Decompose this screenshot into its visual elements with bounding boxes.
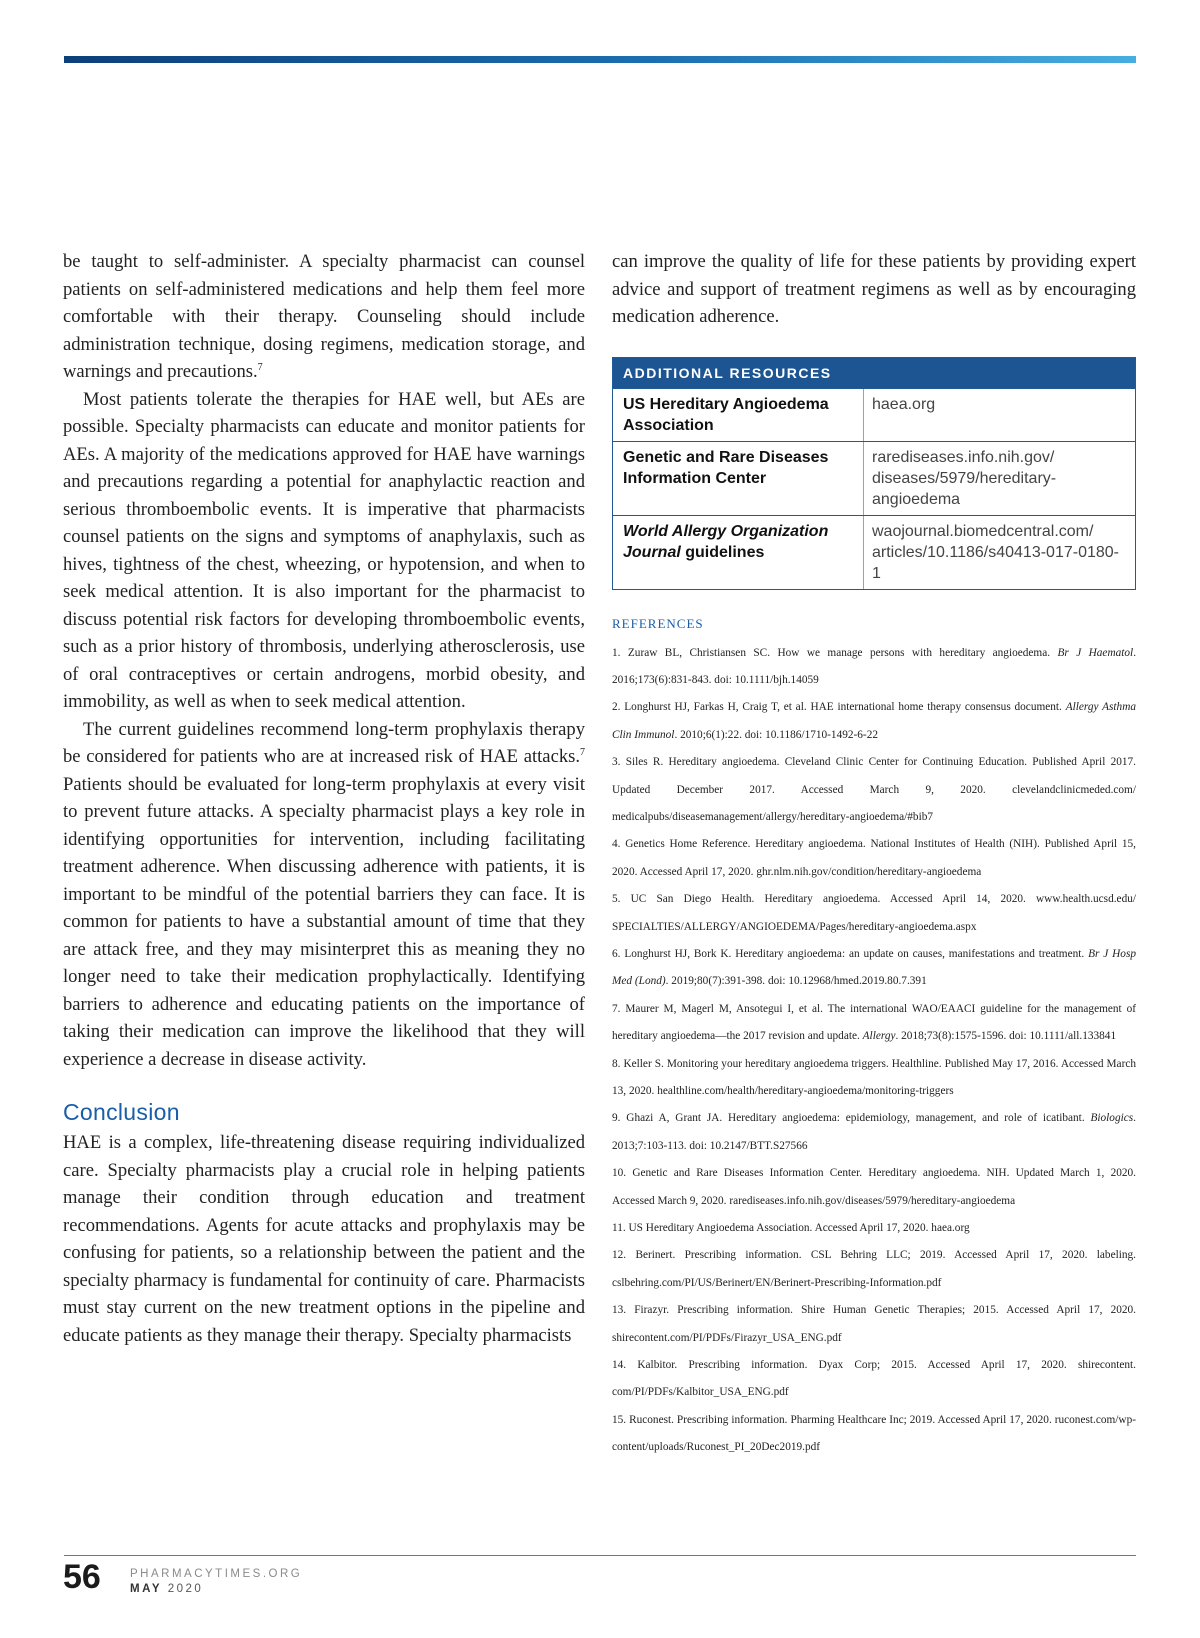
resource-link[interactable]: waojournal.biomedcentral.com/ articles/10.1186/s40413-017-0180-1 xyxy=(872,522,1119,582)
reference-item xyxy=(612,1215,1136,1242)
citation-superscript: 7 xyxy=(580,746,585,758)
reference-item xyxy=(612,1160,1136,1215)
reference-item xyxy=(612,1297,1136,1352)
reference-text: 13. Firazyr. Prescribing information. Shire Human Genetic Therapies; 2015. Accessed April 17, 2020. shirecontent.com/PI/PDFs/Firazyr_USA_ENG.pdf xyxy=(612,1304,1136,1344)
reference-item xyxy=(612,886,1136,941)
paragraph-text: The current guidelines recommend long-term prophylaxis therapy be considered for patients who are at increased risk of HAE attacks. xyxy=(63,718,585,767)
paragraph-text: be taught to self-administer. A specialty pharmacist can counsel patients on self-administered medications and help them feel more comfortable with their therapy. Counseling should include administration technique, dosing regimens, medication storage, and warnings and precautions. xyxy=(63,251,585,382)
reference-text: 2. Longhurst HJ, Farkas H, Craig T, et al. HAE international home therapy consensus document. xyxy=(612,701,1066,714)
resource-name: US Hereditary Angioedema Association xyxy=(613,389,864,441)
reference-item xyxy=(612,1352,1136,1407)
reference-journal: Allergy xyxy=(862,1030,896,1043)
resource-row xyxy=(613,515,1135,589)
left-column xyxy=(63,248,585,1349)
reference-text: 3. Siles R. Hereditary angioedema. Cleveland Clinic Center for Continuing Education. Published April 2017. Updated December 2017. Accessed March 9, 2020. clevelandclinicmeded.com/ medicalpubs/diseasemanagement/allergy/hereditary-angioedema/#bib7 xyxy=(612,756,1136,823)
reference-details: . 2016;173(6):831-843. doi: 10.1111/bjh.14059 xyxy=(612,646,1137,686)
footer-site: PHARMACYTIMES.ORG xyxy=(130,1568,303,1580)
reference-journal: Allergy Asthma Clin Immunol xyxy=(612,701,1136,741)
resource-name-rest: guidelines xyxy=(680,543,765,561)
reference-text: 1. Zuraw BL, Christiansen SC. How we manage persons with hereditary angioedema. xyxy=(612,646,1058,659)
citation-superscript: 7 xyxy=(257,361,263,373)
reference-item xyxy=(612,640,1136,695)
reference-text: 8. Keller S. Monitoring your hereditary angioedema triggers. Healthline. Published May 17, 2016. Accessed March 13, 2020. healthline.com/health/hereditary-angioedema/monitoring-triggers xyxy=(612,1057,1136,1097)
reference-item xyxy=(612,996,1136,1051)
references-title: REFERENCES xyxy=(612,615,704,631)
paragraph-adverse-events: Most patients tolerate the therapies for HAE well, but AEs are possible. Specialty pharmacists can educate and monitor patients for AEs. A majority of the medications approved for HAE have warnings and precautions regarding a potential for anaphylactic reaction and serious thromboembolic events. It is imperative that pharmacists counsel patients on the signs and symptoms of anaphylaxis, such as hives, tightness of the chest, wheezing, or hypotension, and when to seek medical attention. It is also important for the pharmacist to discuss potential risk factors for developing thromboembolic events, such as a prior history of thrombosis, underlying atherosclerosis, use of oral contraceptives or certain androgens, morbid obesity, and immobility, as well as when to seek medical attention. xyxy=(63,388,585,712)
page-number: 56 xyxy=(63,1558,101,1596)
footer-year: 2020 xyxy=(167,1583,204,1595)
reference-journal: Biologics xyxy=(1090,1112,1134,1125)
reference-text: 15. Ruconest. Prescribing information. Pharming Healthcare Inc; 2019. Accessed April 17, 2020. ruconest.com/wp-content/uploads/Ruconest_PI_20Dec2019.pdf xyxy=(612,1413,1136,1454)
reference-item xyxy=(612,831,1136,886)
references-list xyxy=(612,640,1136,1462)
resource-name: Genetic and Rare Diseases Information Center xyxy=(613,442,864,515)
footer-rule xyxy=(64,1555,1136,1556)
reference-text: 10. Genetic and Rare Diseases Information Center. Hereditary angioedema. NIH. Updated March 1, 2020. Accessed March 9, 2020. rarediseases.info.nih.gov/diseases/5979/hereditary-angioedema xyxy=(612,1167,1136,1207)
reference-text: 4. Genetics Home Reference. Hereditary angioedema. National Institutes of Health (NIH). Published April 15, 2020. Accessed April 17, 2020. ghr.nlm.nih.gov/condition/hereditary-angioedema xyxy=(612,838,1136,878)
reference-details: . 2019;80(7):391-398. doi: 10.12968/hmed.2019.80.7.391 xyxy=(665,975,927,988)
paragraph-counseling xyxy=(63,248,585,386)
reference-text: 14. Kalbitor. Prescribing information. Dyax Corp; 2015. Accessed April 17, 2020. shirecontent. com/PI/PDFs/Kalbitor_USA_ENG.pdf xyxy=(612,1359,1136,1399)
paragraph-guidelines xyxy=(63,716,585,1074)
footer-month: MAY xyxy=(130,1583,162,1595)
reference-text: 9. Ghazi A, Grant JA. Hereditary angioedema: epidemiology, management, and role of icatibant. xyxy=(612,1112,1091,1125)
reference-details: . 2010;6(1):22. doi: 10.1186/1710-1492-6-22 xyxy=(674,728,878,741)
top-accent-bar xyxy=(64,56,1136,63)
reference-text: 11. US Hereditary Angioedema Association. Accessed April 17, 2020. haea.org xyxy=(612,1222,970,1235)
paragraph-text: Patients should be evaluated for long-term prophylaxis at every visit to prevent future attacks. A specialty pharmacist plays a key role in identifying opportunities for intervention, including facilitating treatment adherence. When discussing adherence with patients, it is important to be mindful of the potential barriers they can face. It is common for patients to have a substantial amount of time that they are attack free, and they may misinterpret this as meaning they no longer need to take their medication prophylactically. Identifying barriers to adherence and educating patients on the importance of taking their medication can improve the likelihood that they will experience a decrease in disease activity. xyxy=(63,773,585,1070)
reference-details: . 2013;7:103-113. doi: 10.2147/BTT.S27566 xyxy=(612,1112,1136,1152)
reference-details: . 2018;73(8):1575-1596. doi: 10.1111/all.133841 xyxy=(895,1030,1117,1043)
resource-row xyxy=(613,441,1135,515)
resource-link[interactable]: rarediseases.info.nih.gov/ diseases/5979/hereditary-angioedema xyxy=(872,448,1057,508)
reference-text: 7. Maurer M, Magerl M, Ansotegui I, et al. The international WAO/EAACI guideline for the management of hereditary angioedema—the 2017 revision and update. xyxy=(612,1002,1136,1043)
reference-item xyxy=(612,694,1136,749)
conclusion-heading: Conclusion xyxy=(63,1099,180,1125)
resource-name xyxy=(613,516,864,589)
reference-item xyxy=(612,1407,1136,1462)
reference-item xyxy=(612,749,1136,831)
reference-text: 6. Longhurst HJ, Bork K. Hereditary angioedema: an update on causes, manifestations and treatment. xyxy=(612,947,1089,960)
right-column xyxy=(612,248,1136,1462)
reference-item xyxy=(612,1105,1136,1160)
reference-item xyxy=(612,1242,1136,1297)
resources-title: ADDITIONAL RESOURCES xyxy=(613,358,1135,388)
reference-text: 5. UC San Diego Health. Hereditary angioedema. Accessed April 14, 2020. www.health.ucsd.edu/ SPECIALTIES/ALLERGY/ANGIOEDEMA/Pages/hereditary-angioedema.aspx xyxy=(612,893,1136,933)
conclusion-paragraph: HAE is a complex, life-threatening disease requiring individualized care. Specialty pharmacists play a crucial role in helping patients manage their condition through education and treatment recommendations. Agents for acute attacks and prophylaxis may be confusing for patients, so a relationship between the patient and the specialty pharmacy is fundamental for continuity of care. Pharmacists must stay current on the new treatment options in the pipeline and educate patients as they manage their therapy. Specialty pharmacists xyxy=(63,1132,585,1346)
footer-issue xyxy=(130,1582,203,1596)
reference-item xyxy=(612,1051,1136,1106)
reference-text: 12. Berinert. Prescribing information. CSL Behring LLC; 2019. Accessed April 17, 2020. labeling. cslbehring.com/PI/US/Berinert/EN/Berinert-Prescribing-Information.pdf xyxy=(612,1249,1136,1289)
resource-row xyxy=(613,388,1135,441)
reference-journal: Br J Haematol xyxy=(1057,646,1134,659)
additional-resources-table xyxy=(612,357,1136,590)
reference-item xyxy=(612,941,1136,996)
resource-link[interactable]: haea.org xyxy=(872,395,936,413)
reference-journal: Br J Hosp Med (Lond) xyxy=(612,947,1136,988)
resource-name-italic: World Allergy Organization Journal xyxy=(623,522,829,561)
intro-paragraph: can improve the quality of life for these patients by providing expert advice and support of treatment regimens as well as by encouraging medication adherence. xyxy=(612,251,1136,327)
